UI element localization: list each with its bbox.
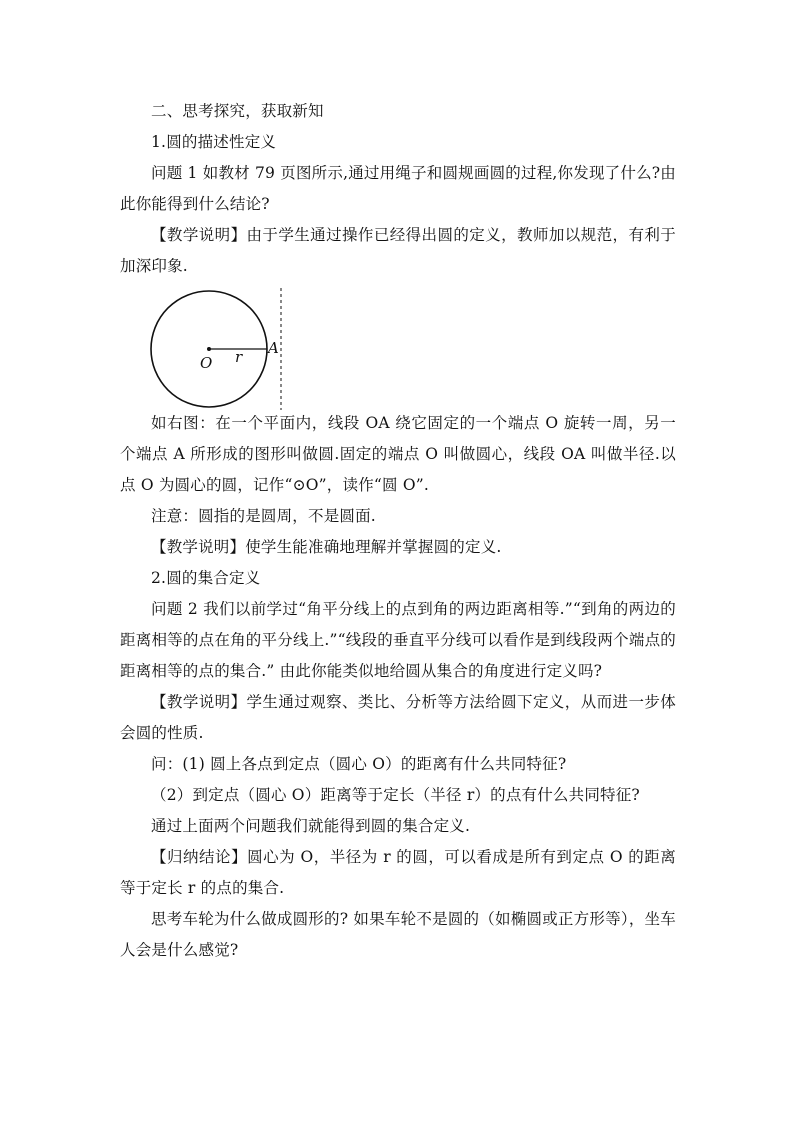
ask-2: （2）到定点（圆心 O）距离等于定长（半径 r）的点有什么共同特征? <box>151 786 640 804</box>
center-label: O <box>200 354 213 372</box>
thinking-question: 思考车轮为什么做成圆形的? 如果车轮不是圆的（如椭圆或正方形等），坐车人会是什么感觉? <box>120 910 676 959</box>
radius-label: r <box>235 348 243 366</box>
teaching-note-1: 【教学说明】由于学生通过操作已经得出圆的定义，教师加以规范，有利于加深印象. <box>120 226 676 275</box>
teaching-note-3: 【教学说明】学生通过观察、类比、分析等方法给圆下定义，从而进一步体会圆的性质. <box>120 693 676 742</box>
attention-note: 注意：圆指的是圆周，不是圆面. <box>151 507 376 525</box>
center-point <box>207 347 211 351</box>
circle-diagram <box>150 288 350 408</box>
conclusion-paragraph: 【归纳结论】圆心为 O，半径为 r 的圆，可以看成是所有到定点 O 的距离等于定长 r 的点的集合. <box>120 848 676 897</box>
point-a-label: A <box>268 339 279 357</box>
circle-figure <box>150 288 350 408</box>
subheading-set-definition: 2.圆的集合定义 <box>151 569 261 587</box>
definition-paragraph: 如右图：在一个平面内，线段 OA 绕它固定的一个端点 O 旋转一周，另一个端点 A 所形成的图形叫做圆.固定的端点 O 叫做圆心，线段 OA 叫做半径.以点 O 为圆心的圆，记作“⊙O”，读作“圆 O”. <box>120 414 676 494</box>
transition-paragraph: 通过上面两个问题我们就能得到圆的集合定义. <box>151 817 471 835</box>
ask-1: 问：(1) 圆上各点到定点（圆心 O）的距离有什么共同特征? <box>151 755 567 773</box>
question-1: 问题 1 如教材 79 页图所示,通过用绳子和圆规画圆的过程,你发现了什么?由此你能得到什么结论? <box>120 164 676 213</box>
teaching-note-2: 【教学说明】使学生能准确地理解并掌握圆的定义. <box>151 538 502 556</box>
question-2: 问题 2 我们以前学过“角平分线上的点到角的两边距离相等.”“到角的两边的距离相等的点在角的平分线上.”“线段的垂直平分线可以看作是到线段两个端点的距离相等的点的集合.” 由此你能类似地给圆从集合的角度进行定义吗? <box>120 600 676 680</box>
subheading-descriptive-definition: 1.圆的描述性定义 <box>151 133 277 151</box>
document-body <box>120 96 676 966</box>
section-title: 二、思考探究，获取新知 <box>151 102 324 120</box>
